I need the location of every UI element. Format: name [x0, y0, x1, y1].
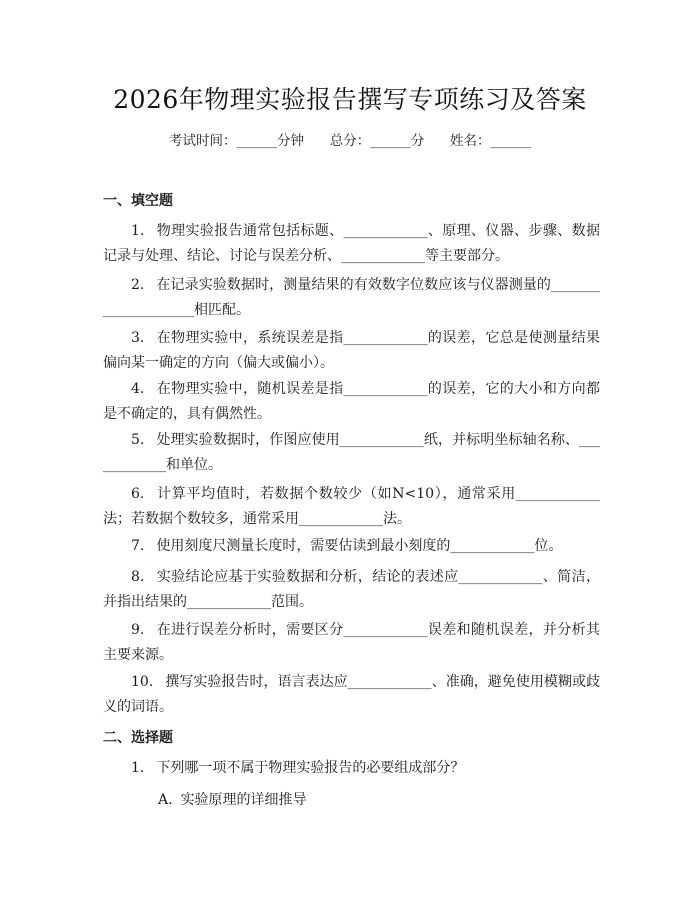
question-number: 9. — [131, 622, 145, 638]
question-9 — [103, 618, 600, 668]
question-1 — [103, 219, 600, 269]
question-8 — [103, 565, 600, 615]
question-number: 10. — [131, 674, 154, 690]
document-title: 2026年物理实验报告撰写专项练习及答案 — [113, 85, 587, 114]
section-heading-multiple-choice: 二、选择题 — [103, 730, 173, 746]
question-number: 5. — [131, 432, 145, 448]
question-text: 下列哪一项不属于物理实验报告的必要组成部分？ — [156, 760, 465, 776]
question-2 — [103, 273, 600, 323]
question-text: 在记录实验数据时，测量结果的有效数字位数应该与仪器测量的____________________相匹配。 — [103, 277, 600, 318]
question-text: 实验结论应基于实验数据和分析，结论的表述应____________、简洁，并指出结果的____________范围。 — [103, 569, 600, 610]
question-text: 在进行误差分析时，需要区分____________误差和随机误差，并分析其主要来源。 — [103, 622, 600, 663]
question-text: 使用刻度尺测量长度时，需要估读到最小刻度的____________位。 — [156, 538, 563, 554]
question-text: 处理实验数据时，作图应使用____________纸，并标明坐标轴名称、____________和单位。 — [103, 432, 600, 473]
section-heading-fill-in: 一、填空题 — [103, 193, 173, 209]
question-number: 1. — [131, 760, 145, 776]
question-text: 在物理实验中，系统误差是指____________的误差，它总是使测量结果偏向某一确定的方向（偏大或偏小）。 — [103, 330, 600, 371]
option-letter: A. — [158, 792, 173, 808]
question-5 — [103, 428, 600, 478]
choice-question-1 — [103, 756, 600, 781]
question-number: 2. — [131, 277, 145, 293]
question-10 — [103, 670, 600, 720]
question-3 — [103, 326, 600, 376]
question-number: 7. — [131, 538, 145, 554]
question-number: 1. — [131, 223, 145, 239]
question-number: 3. — [131, 330, 145, 346]
question-7 — [103, 534, 600, 559]
question-number: 6. — [131, 486, 145, 502]
option-text: 实验原理的详细推导 — [180, 792, 307, 808]
question-number: 8. — [131, 569, 145, 585]
exam-meta-line: 考试时间：______分钟 总分：______分 姓名：______ — [169, 133, 531, 149]
question-text: 撰写实验报告时，语言表达应____________、准确，避免使用模糊或歧义的词语。 — [103, 674, 600, 715]
question-number: 4. — [131, 381, 145, 397]
question-4 — [103, 377, 600, 427]
question-6 — [103, 482, 600, 532]
question-text: 物理实验报告通常包括标题、____________、原理、仪器、步骤、数据记录与处理、结论、讨论与误差分析、____________等主要部分。 — [103, 223, 600, 264]
question-text: 计算平均值时，若数据个数较少（如N<10），通常采用____________法；若数据个数较多，通常采用____________法。 — [103, 486, 600, 527]
question-text: 在物理实验中，随机误差是指____________的误差，它的大小和方向都是不确定的，具有偶然性。 — [103, 381, 600, 422]
choice-option-a — [158, 788, 307, 813]
